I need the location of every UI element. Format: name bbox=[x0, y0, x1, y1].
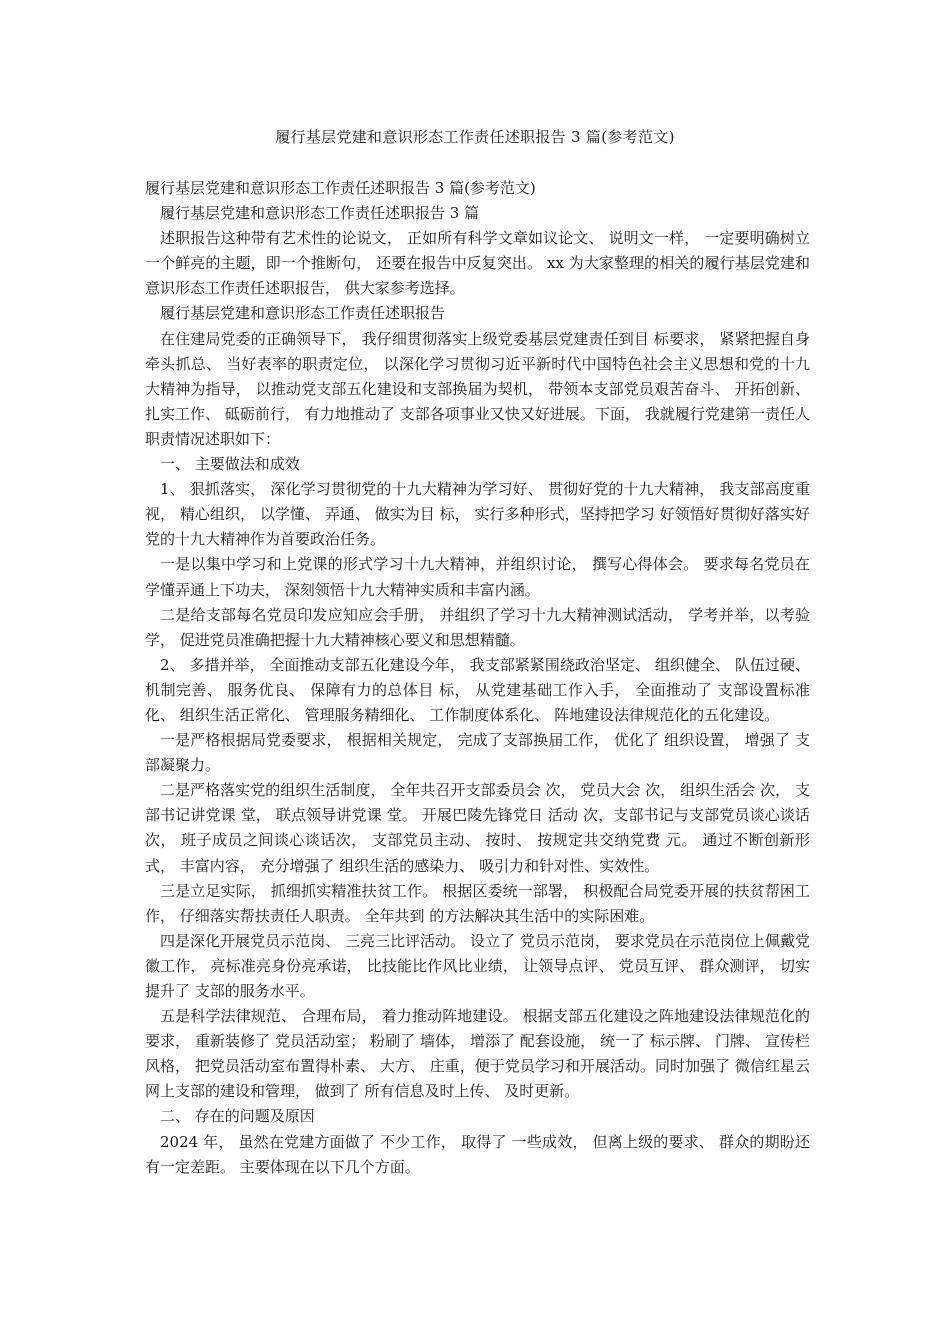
paragraph: 1、 狠抓落实， 深化学习贯彻党的十九大精神为学习好、 贯彻好党的十九大精神， 我支部高度重视， 精心组织， 以学懂、 弄通、 做实为目 标， 实行多种形式，坚持把学习 好领悟好贯彻好落实好党的十九大精神作为首要政治任务。 bbox=[145, 480, 810, 549]
section-heading: 一、 主要做法和成效 bbox=[160, 455, 300, 474]
paragraph: 在住建局党委的正确领导下， 我仔细贯彻落实上级党委基层党建责任到目 标要求， 紧紧把握自身牵头抓总、 当好表率的职责定位， 以深化学习贯彻习近平新时代中国特色社会主义思想和党的十九大精神为指导， 以推动党支部五化建设和支部换届为契机， 带领本支部党员艰苦奋斗、 开拓创新、 扎实工作、 砥砺前行， 有力地推动了 支部各项事业又快又好进展。下面， 我就履行党建第一责任人职责情况述职如下： bbox=[145, 329, 810, 448]
paragraph: 2024 年， 虽然在党建方面做了 不少工作， 取得了 一些成效， 但离上级的要求、 群众的期盼还有一定差距。 主要体现在以下几个方面。 bbox=[145, 1132, 810, 1176]
subtitle-line: 履行基层党建和意识形态工作责任述职报告 3 篇(参考范文) bbox=[145, 179, 536, 197]
section-heading: 二、 存在的问题及原因 bbox=[160, 1107, 315, 1126]
paragraph: 2、 多措并举， 全面推动支部五化建设今年， 我支部紧紧围绕政治坚定、 组织健全、 队伍过硬、 机制完善、 服务优良、 保障有力的总体目 标， 从党建基础工作入手， 全面推动了 支部设置标准化、 组织生活正常化、 管理服务精细化、 工作制度体系化、 阵地建设法律规范化的五化建设。 bbox=[145, 655, 810, 724]
paragraph: 四是深化开展党员示范岗、 三亮三比评活动。 设立了 党员示范岗， 要求党员在示范岗位上佩戴党徽工作， 亮标准亮身份亮承诺， 比技能比作风比业绩， 让领导点评、 党员互评、 群众测评， 切实提升了 支部的服务水平。 bbox=[145, 931, 810, 1000]
paragraph: 一是以集中学习和上党课的形式学习十九大精神，并组织讨论， 撰写心得体会。 要求每名党员在学懂弄通上下功夫， 深刻领悟十九大精神实质和丰富内涵。 bbox=[145, 555, 810, 599]
document-body bbox=[145, 176, 810, 1180]
paragraph: 二是严格落实党的组织生活制度， 全年共召开支部委员会 次， 党员大会 次， 组织生活会 次， 支部书记讲党课 堂， 联点领导讲党课 堂。 开展巴陵先锋党日 活动 次，支部书记与支部党员谈心谈话 次， 班子成员之间谈心谈话次， 支部党员主动、 按时、 按规定共交纳党费 元。 通过不断创新形式， 丰富内容， 充分增强了 组织生活的感染力、 吸引力和针对性、实效性。 bbox=[145, 781, 810, 875]
document-title: 履行基层党建和意识形态工作责任述职报告 3 篇(参考范文) bbox=[275, 128, 675, 146]
paragraph: 三是立足实际， 抓细抓实精准扶贫工作。 根据区委统一部署， 积极配合局党委开展的扶贫帮困工作， 仔细落实帮扶责任人职责。 全年共到 的方法解决其生活中的实际困难。 bbox=[145, 881, 810, 925]
paragraph: 二是给支部每名党员印发应知应会手册， 并组织了学习十九大精神测试活动， 学考并举，以考验学， 促进党员准确把握十九大精神核心要义和思想精髓。 bbox=[145, 605, 810, 649]
paragraph: 述职报告这种带有艺术性的论说文， 正如所有科学文章如议论文、 说明文一样， 一定要明确树立一个鲜亮的主题，即一个推断句， 还要在报告中反复突出。 xx 为大家整理的相关的履行基层党建和意识形态工作责任述职报告， 供大家参考选择。 bbox=[145, 229, 810, 298]
paragraph: 五是科学法律规范、 合理布局， 着力推动阵地建设。 根据支部五化建设之阵地建设法律规范化的要求， 重新装修了 党员活动室； 粉刷了 墙体， 增添了 配套设施， 统一了 标示牌、 门牌、 宣传栏风格， 把党员活动室布置得朴素、 大方、 庄重，便于党员学习和开展活动。同时加强了 微信红星云网上支部的建设和管理， 做到了 所有信息及时上传、 及时更新。 bbox=[145, 1007, 810, 1101]
section-heading: 履行基层党建和意识形态工作责任述职报告 3 篇 bbox=[160, 204, 480, 223]
paragraph: 一是严格根据局党委要求， 根据相关规定， 完成了支部换届工作， 优化了 组织设置， 增强了 支部凝聚力。 bbox=[145, 731, 810, 775]
section-heading: 履行基层党建和意识形态工作责任述职报告 bbox=[160, 304, 446, 323]
